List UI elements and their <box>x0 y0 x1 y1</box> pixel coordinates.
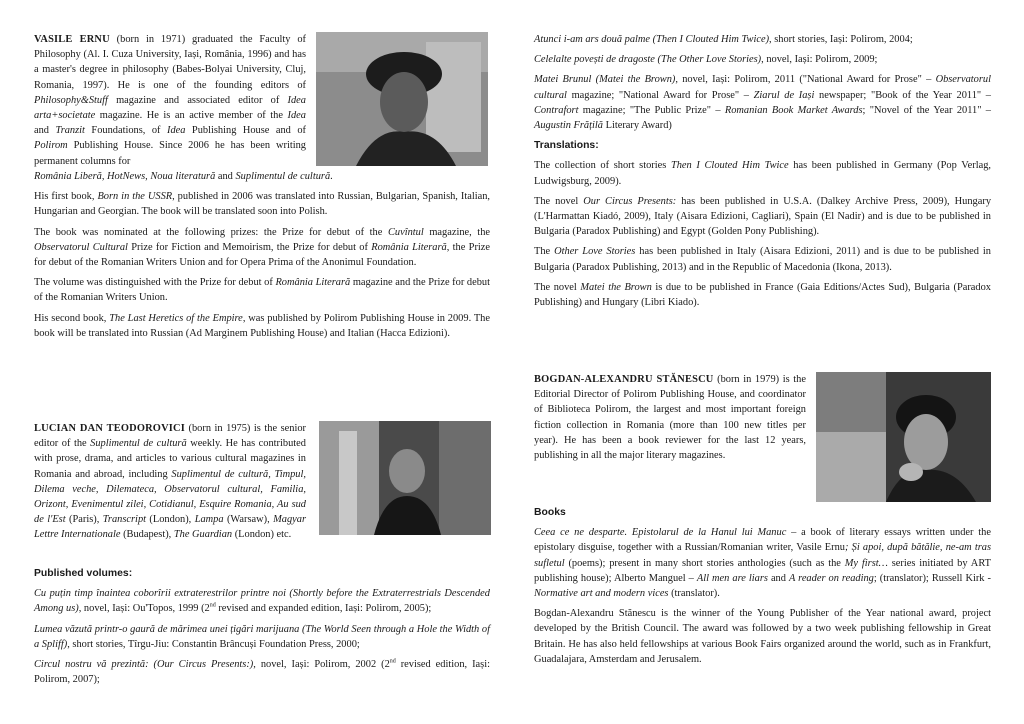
vasile-first-book-paragraph: His first book, Born in the USSR, published in 2006 was translated into Russian, Bulgarian, Spanish, Italian, Hungarian and Georgian. The book will be translated soon into Polish. <box>34 191 491 218</box>
vasile-distinction-paragraph: The volume was distinguished with the Prize for debut of România Literară magazine and the Prize for debut of the Romanian Writers Union. <box>34 277 490 304</box>
volume-item: Matei Brunul (Matei the Brown), novel, Iași: Polirom, 2011 ("National Award for Prose" – Observatorul cultural magazine; "National Award for Prose" – Ziarul de Iași newspaper; "Book of the Year 2011" – Contrafort magazine; "The Public Prize" – Romanian Book Market Awards; "Novel of the Year 2011" – Augustin Frățilă Literary Award) <box>534 74 991 132</box>
books-heading: Books <box>534 507 566 518</box>
vasile-second-book-paragraph: His second book, The Last Heretics of the Empire, was published by Polirom Publishing House in 2009. The book will be translated into Russian (Ad Marginem Publishing House) and Italian (Hacca Edizioni). <box>34 312 490 339</box>
volume-item: Celelalte povești de dragoste (The Other Love Stories), novel, Iași: Polirom, 2009; <box>534 54 878 66</box>
translations-heading: Translations: <box>534 140 599 152</box>
books-paragraph: Ceea ce ne desparte. Epistolarul de la Hanul lui Manuc – a book of literary essays written under the epistolary disguise, together with a Russian/Romanian writer, Vasile Ernu; Și apoi, după bătălie, ne-am tras sufletul (poems); present in many short stories anthologies (such as the My first… series initiated by ART publishing house); Alberto Manguel – All men are liars and A reader on reading; (translator); Russell Kirk - Normative art and modern vices (translator). <box>534 527 991 600</box>
translation-item: The collection of short stories Then I Clouted Him Twice has been published in Germany (Pop Verlag, Ludwigsburg, 2009). <box>534 160 991 187</box>
lucian-name: LUCIAN DAN TEODOROVICI <box>34 423 185 434</box>
translation-item: The novel Matei the Brown is due to be published in France (Gaia Editions/Actes Sud), Bulgaria (Paradox Publishing) and Hungary (Libri Kiado). <box>534 281 992 309</box>
translation-item: The Other Love Stories has been published in Italy (Aisara Edizioni, 2011) and is due to be published in Bulgaria (Paradox Publishing, 2013) and in the Republic of Macedonia (Ikona, 2013). <box>534 246 992 273</box>
award-paragraph: Bogdan-Alexandru Stănescu is the winner of the Young Publisher of the Year national award, project developed by the British Council. The award was followed by a two week publishing fellowship in Great Britain. He has also held fellowships at various Book Fairs organized around the world, such as in Frankfurt, Guadalajara, Amsterdam and Jerusalem. <box>534 608 991 665</box>
lucian-bio-paragraph: LUCIAN DAN TEODOROVICI (born in 1975) is the senior editor of the Suplimentul de cultură weekly. He has contributed with prose, drama, and articles to various cultural magazines in Romania and abroad, including Suplimentul de cultură, Timpul, Dilema veche, Dilemateca, Observatorul cultural, Familia, Orizont, Evenimentul zilei, Cotidianul, Esquire Romania, Au sud de l'Est (Paris), Transcript (London), Lampa (Warsaw), Magyar Lettre Internationale (Budapest), The Guardian (London) etc. <box>34 423 306 541</box>
left-page <box>34 0 490 724</box>
translation-item: The novel Our Circus Presents: has been published in U.S.A. (Dalkey Archive Press, 2009), Hungary (L'Harmattan Kiadó, 2009), Italy (Aisara Edizioni, Cagliari), Spain (El Nadir) and is due to be published in Bulgaria (Paradox Publishing) and Egypt (Golden Pony Publishing). <box>534 195 992 238</box>
bogdan-bio-paragraph: BOGDAN-ALEXANDRU STĂNESCU (born in 1979) is the Editorial Director of Polirom Publishing House, and coordinator of Biblioteca Polirom, the largest and most important foreign fiction collection in Romania (more than 100 new titles per year). He has been a book reviewer for the last 12 years, publishing in all the major literary magazines. <box>534 374 806 462</box>
volume-item: Atunci i-am ars două palme (Then I Clouted Him Twice), short stories, Iași: Polirom, 2004; <box>534 34 913 45</box>
volume-item: Lumea văzută printr-o gaură de mărimea unei țigări marijuana (The World Seen through a Hole the Width of a Spliff), short stories, Tîrgu-Jiu: Constantin Brâncuși Foundation Press, 2000; <box>34 623 491 650</box>
lucian-dan-teodorovici-photo <box>319 421 491 535</box>
right-page <box>534 0 991 724</box>
bogdan-alexandru-stanescu-photo <box>816 372 991 502</box>
bogdan-name: BOGDAN-ALEXANDRU STĂNESCU <box>534 374 714 385</box>
vasile-nominations-paragraph: The book was nominated at the following prizes: the Prize for debut of the Cuvîntul magazine, the Observatorul Cultural Prize for Fiction and Memoirism, the Prize for debut of România Literară, the Prize for debut of the Romanian Writers Union and for Opera Prima of the Anonimul Foundation. <box>34 226 491 269</box>
volume-item: Cu puțin timp înaintea coborîrii extraterestrilor printre noi (Shortly before the Extraterrestrials Descended Among us), novel, Iași: Ou'Topos, 1999 (2nd revised and expanded edition, Iași: Polirom, 2005); <box>34 588 490 615</box>
vasile-bio-paragraph: VASILE ERNU (born in 1971) graduated the Faculty of Philosophy (Al. I. Cuza University, Iași, România, 1996) and has a master's degree in philosophy (Babes-Bolyai University, Cluj, Romania, 1997). He is one of the founding editors of Philosophy&Stuff magazine and associated editor of Idea arta+societate magazine. He is an active member of the Idea and Tranzit Foundations, of Idea Publishing House and of Polirom Publishing House. Since 2006 he has been writing permanent columns for <box>34 34 307 167</box>
vasile-columns-line: România Liberă, HotNews, Noua literatură and Suplimentul de cultură. <box>34 171 333 182</box>
vasile-ernu-photo <box>316 32 488 166</box>
volume-item: Circul nostru vă prezintă: (Our Circus Presents:), novel, Iași: Polirom, 2002 (2nd revised edition, Iași: Polirom, 2007); <box>34 658 490 686</box>
vasile-name: VASILE ERNU <box>34 34 110 45</box>
published-volumes-heading: Published volumes: <box>34 568 133 579</box>
